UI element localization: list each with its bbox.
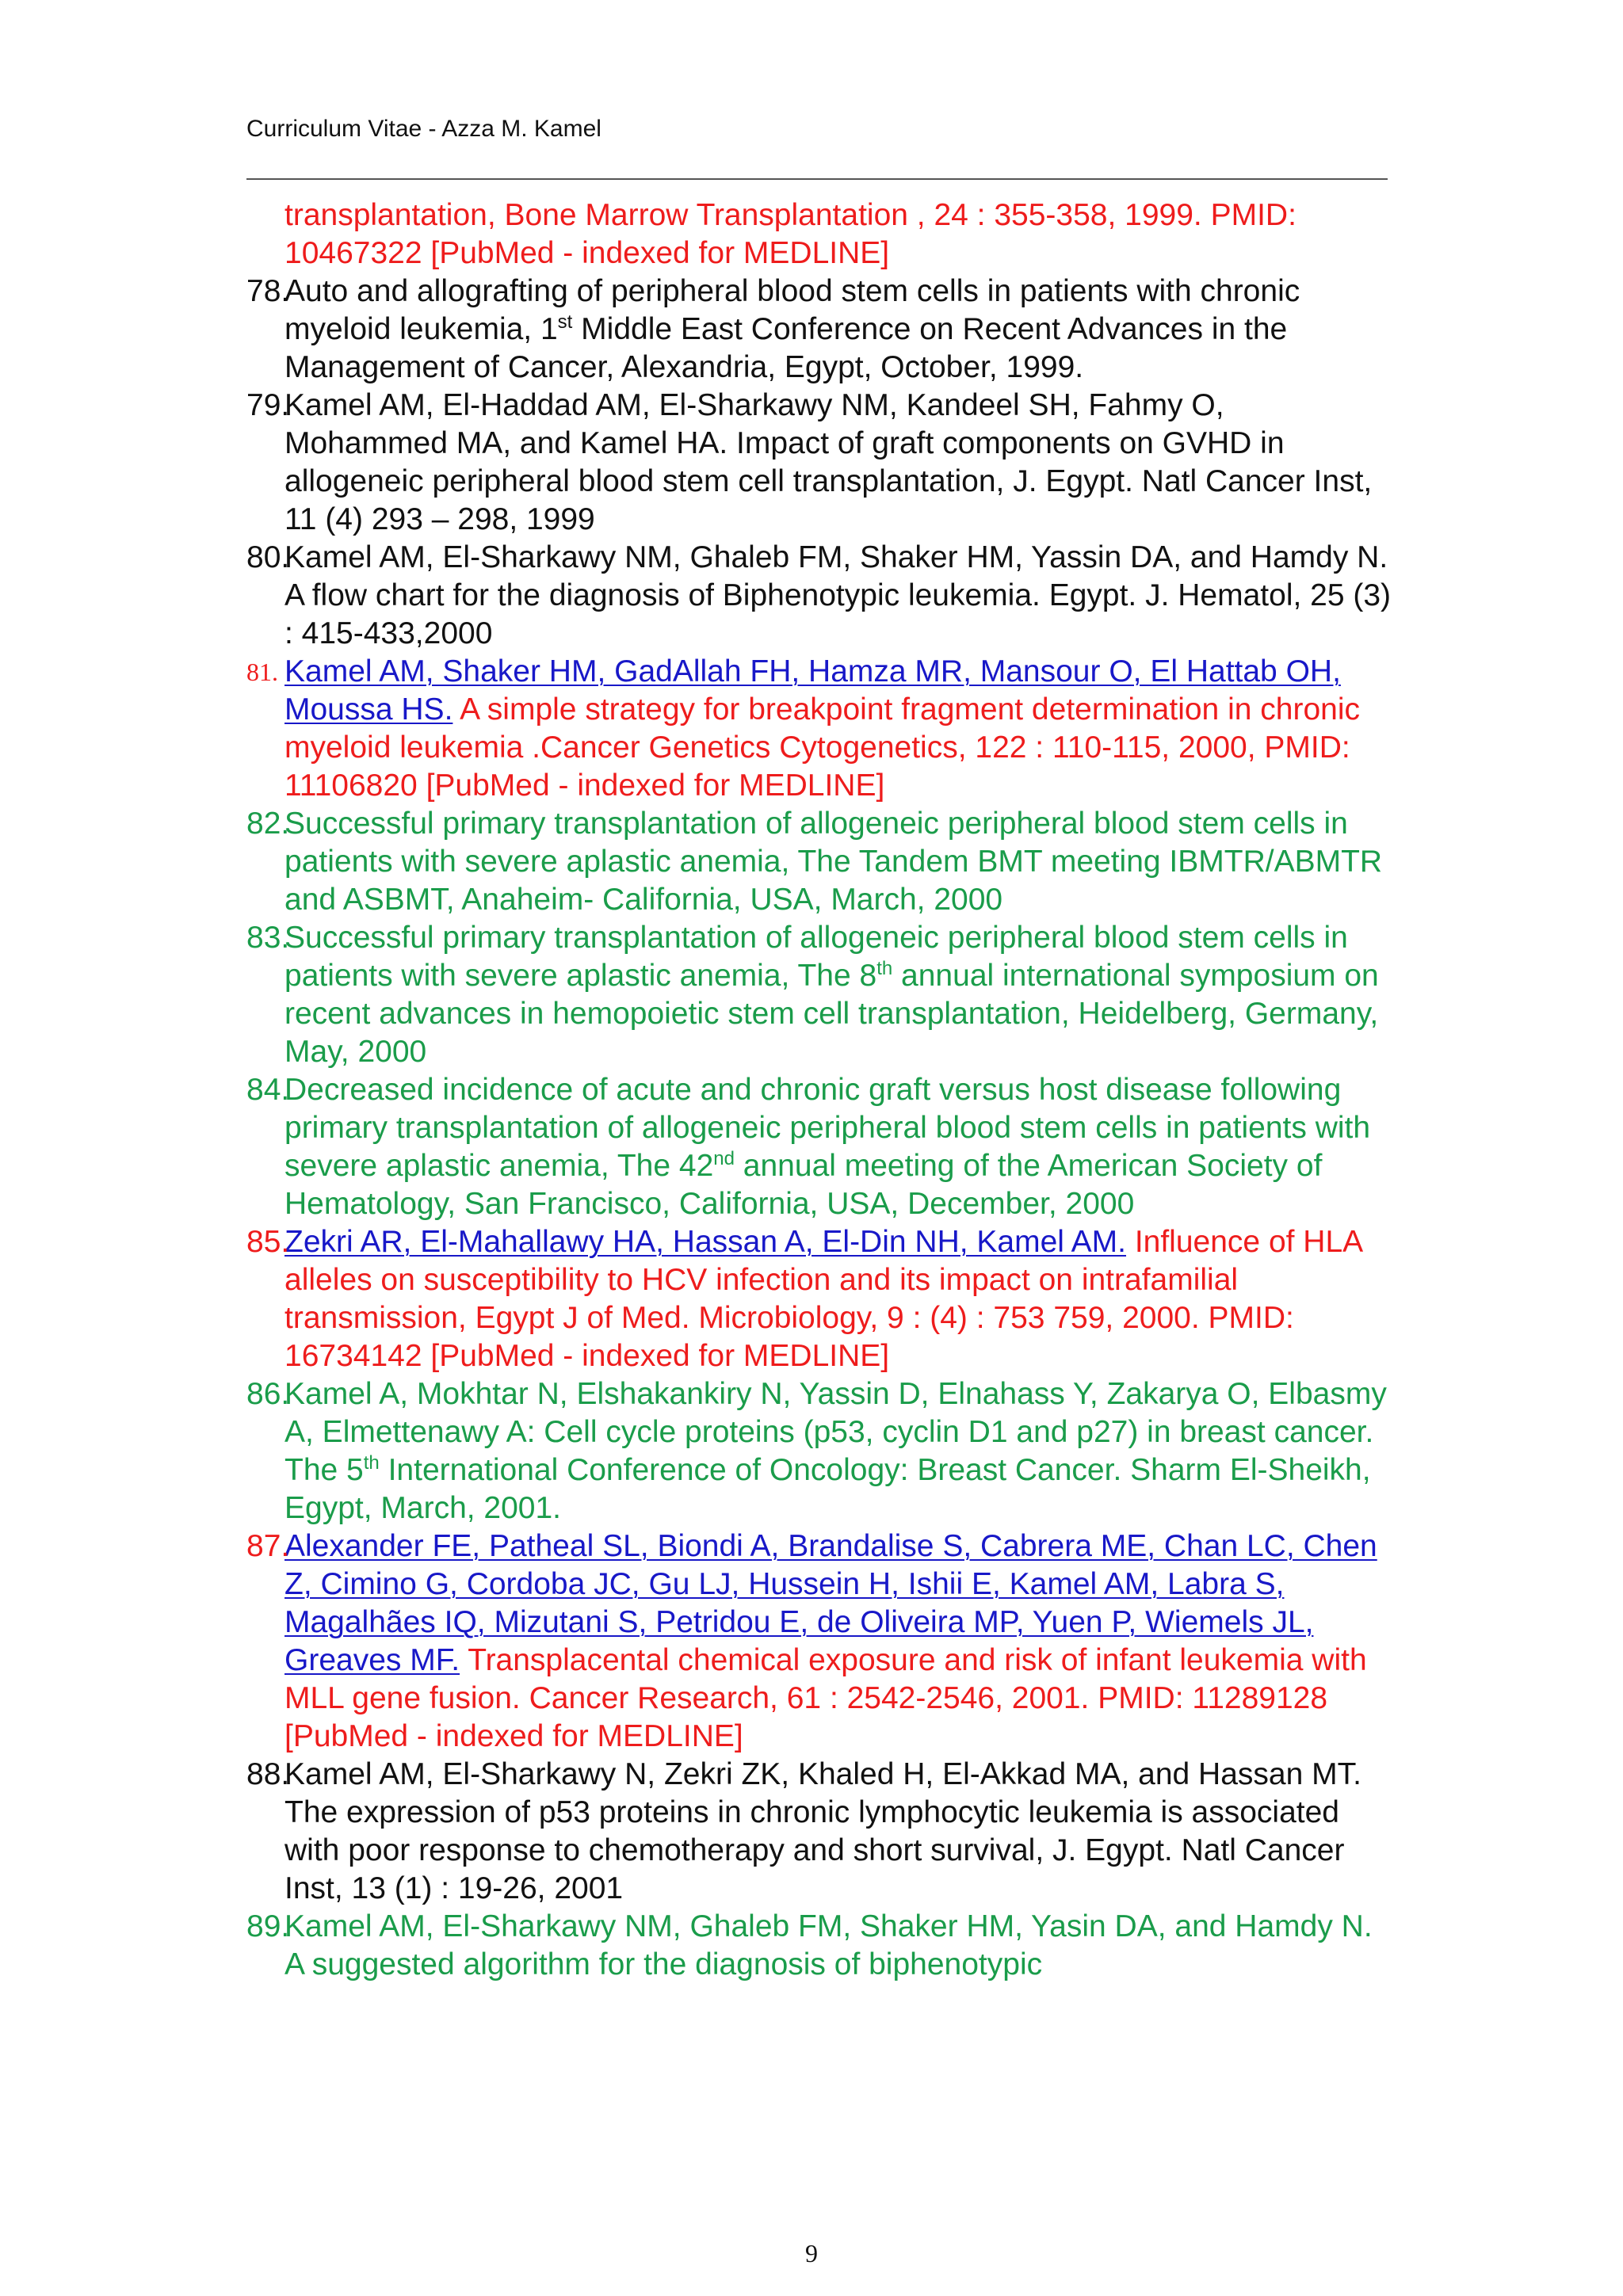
reference-text: Kamel AM, El-Sharkawy NM, Ghaleb FM, Shaker HM, Yassin DA, and Hamdy N. A flow chart for the diagnosis of Biphenotypic leukemia. Egypt. J. Hematol, 25 (3) : 415-433,2000 [285,540,1392,650]
reference-84 [246,1071,1396,1223]
reference-78 [246,273,1396,387]
reference-79 [246,387,1396,539]
reference-text-cont: annual meeting of the American Society of Hematology, San Francisco, California, USA, December, 2000 [285,1149,1323,1221]
reference-text: Kamel A, Mokhtar N, Elshakankiry N, Yassin D, Elnahass Y, Zakarya O, Elbasmy A, Elmettenawy A: Cell cycle proteins (p53, cyclin D1 and p27) in breast cancer. The 5 [285,1377,1387,1487]
reference-81 [246,653,1396,805]
reference-text-cont: Middle East Conference on Recent Advances in the Management of Cancer, Alexandria, Egypt, October, 1999. [285,312,1288,384]
reference-87 [246,1527,1396,1756]
reference-number: 80. [246,540,290,574]
superscript: th [876,958,893,979]
reference-text: Kamel AM, El-Sharkawy NM, Ghaleb FM, Shaker HM, Yasin DA, and Hamdy N. A suggested algorithm for the diagnosis of biphenotypic [285,1909,1373,1981]
author-link[interactable]: Kamel AM, Shaker HM, GadAllah FH, Hamza MR, Mansour O, El Hattab OH, Moussa HS. [285,654,1341,727]
reference-number: 86. [246,1377,290,1411]
reference-list [246,196,1396,1984]
reference-88 [246,1756,1396,1908]
page-header: Curriculum Vitae - Azza M. Kamel [246,116,601,142]
reference-number: 89. [246,1909,290,1943]
reference-number: 85. [246,1225,290,1259]
reference-number: 82. [246,807,290,841]
reference-text: Auto and allografting of peripheral blood stem cells in patients with chronic myeloid leukemia, 1 [285,274,1300,346]
author-link[interactable]: Alexander FE, Patheal SL, Biondi A, Brandalise S, Cabrera ME, Chan LC, Chen Z, Cimino G, Cordoba JC, Gu LJ, Hussein H, Ishii E, Kamel AM, Labra S, Magalhães IQ, Mizutani S, Petridou E, de Oliveira MP, Yuen P, Wiemels JL, Greaves MF. [285,1529,1377,1677]
reference-text: Kamel AM, El-Haddad AM, El-Sharkawy NM, Kandeel SH, Fahmy O, Mohammed MA, and Kamel HA. Impact of graft components on GVHD in allogeneic peripheral blood stem cell transplantation, J. Egypt. Natl Cancer Inst, 11 (4) 293 – 298, 1999 [285,388,1373,536]
superscript: nd [713,1148,735,1169]
reference-89 [246,1908,1396,1984]
author-link[interactable]: Zekri AR, El-Mahallawy HA, Hassan A, El-Din NH, Kamel AM. [285,1225,1126,1259]
reference-number: 81. [246,658,278,686]
reference-text: A simple strategy for breakpoint fragment determination in chronic myeloid leukemia .Cancer Genetics Cytogenetics, 122 : 110-115, 2000, PMID: 11106820 [PubMed - indexed for MEDLINE] [285,692,1360,803]
reference-text: Decreased incidence of acute and chronic graft versus host disease following primary transplantation of allogeneic peripheral blood stem cells in patients with severe aplastic anemia, The 42 [285,1073,1371,1183]
reference-text: Kamel AM, El-Sharkawy N, Zekri ZK, Khaled H, El-Akkad MA, and Hassan MT. The expression of p53 proteins in chronic lymphocytic leukemia is associated with poor response to chemotherapy and short survival, J. Egypt. Natl Cancer Inst, 13 (1) : 19-26, 2001 [285,1757,1361,1905]
reference-text: Influence of HLA alleles on susceptibility to HCV infection and its impact on intrafamilial transmission, Egypt J of Med. Microbiology, 9 : (4) : 753 759, 2000. PMID: 16734142 [PubMed - indexed for MEDLINE] [285,1225,1362,1373]
reference-82 [246,805,1396,919]
reference-number: 84. [246,1073,290,1107]
reference-number: 87. [246,1529,290,1563]
reference-77-continuation [246,196,1396,273]
header-divider [246,178,1388,180]
reference-number: 78. [246,274,290,308]
reference-text: transplantation, Bone Marrow Transplantation , 24 : 355-358, 1999. PMID: 10467322 [PubMed - indexed for MEDLINE] [285,198,1296,270]
reference-86 [246,1375,1396,1527]
superscript: th [363,1452,380,1474]
reference-text: Transplacental chemical exposure and risk of infant leukemia with MLL gene fusion. Cancer Research, 61 : 2542-2546, 2001. PMID: 11289128 [PubMed - indexed for MEDLINE] [285,1643,1367,1753]
reference-number: 88. [246,1757,290,1791]
reference-number: 79. [246,388,290,422]
superscript: st [557,311,573,333]
reference-83 [246,919,1396,1071]
page-number: 9 [805,2239,818,2267]
reference-text: Successful primary transplantation of allogeneic peripheral blood stem cells in patients with severe aplastic anemia, The Tandem BMT meeting IBMTR/ABMTR and ASBMT, Anaheim- California, USA, March, 2000 [285,807,1383,917]
reference-text-cont: annual international symposium on recent advances in hemopoietic stem cell transplantation, Heidelberg, Germany, May, 2000 [285,959,1379,1069]
reference-number: 83. [246,921,290,955]
reference-80 [246,539,1396,653]
reference-85 [246,1223,1396,1375]
reference-text-cont: International Conference of Oncology: Breast Cancer. Sharm El-Sheikh, Egypt, March, 2001. [285,1453,1371,1525]
reference-text: Successful primary transplantation of allogeneic peripheral blood stem cells in patients with severe aplastic anemia, The 8 [285,921,1348,993]
